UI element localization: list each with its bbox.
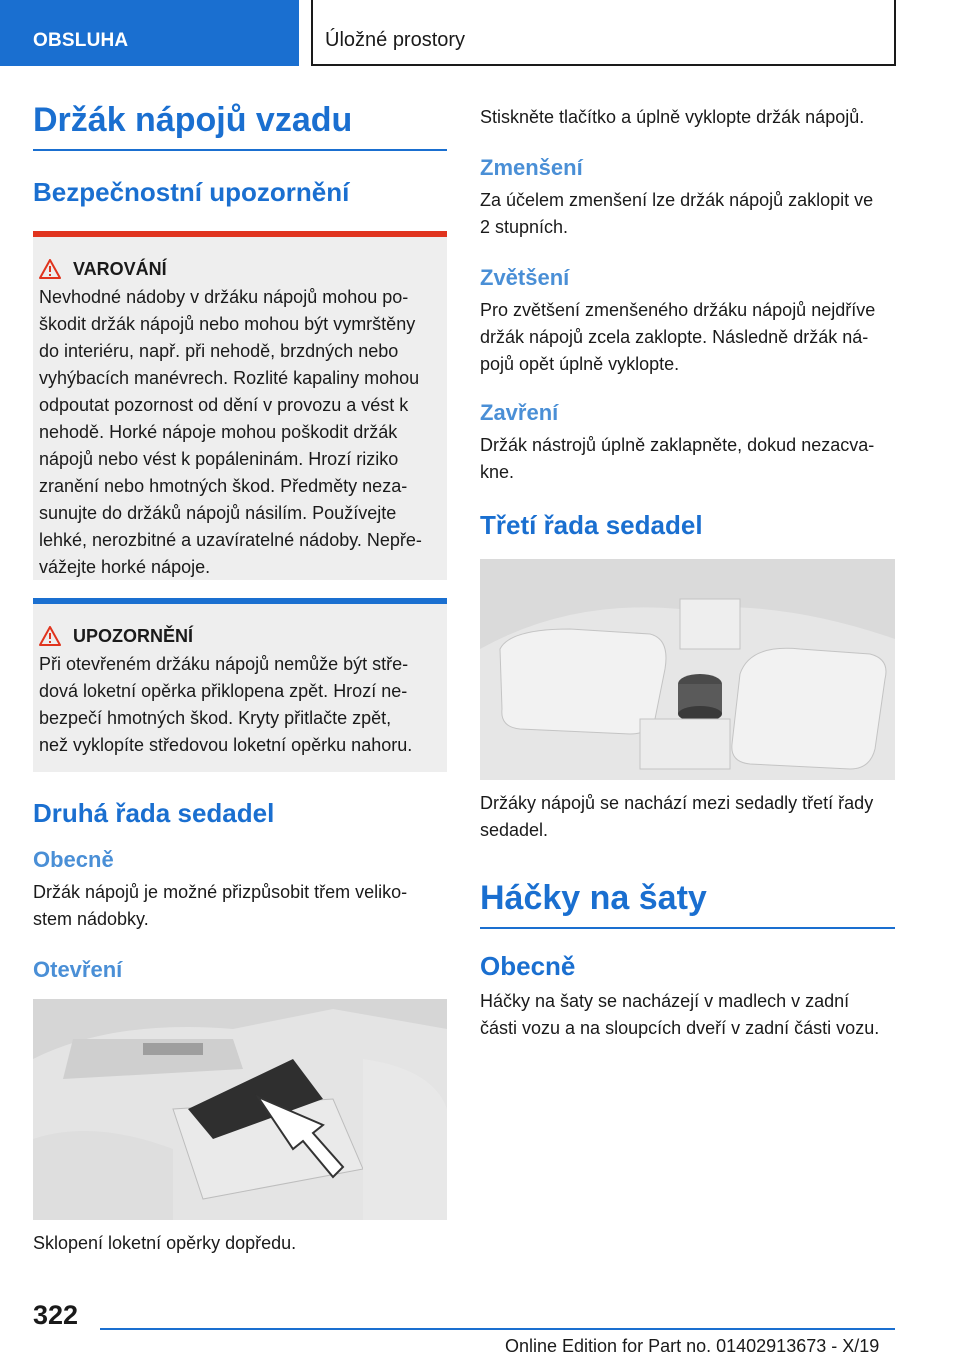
warning-line: zranění nebo hmotných škod. Předměty neza- [39, 475, 408, 496]
title-rule [33, 149, 447, 151]
chapter-header [311, 0, 896, 66]
safety-heading: Bezpečnostní upozornění [33, 176, 350, 207]
reduce-heading: Zmenšení [480, 155, 583, 180]
third-row-image [480, 559, 895, 780]
page-title: Držák nápojů vzadu [33, 101, 353, 139]
section-tab [0, 0, 299, 66]
warning-triangle-icon [39, 259, 61, 279]
right-column [480, 100, 895, 1042]
third-row-caption-line: sedadel. [480, 820, 549, 840]
close-line: Držák nástrojů úplně zaklapněte, dokud nezacva- [480, 435, 875, 455]
general-line: stem nádobky. [33, 908, 149, 929]
notice-line: Při otevřeném držáku nápojů nemůže být stře- [39, 653, 409, 674]
armrest-image [33, 999, 447, 1220]
reduce-text [480, 187, 895, 241]
hooks-title: Háčky na šaty [480, 879, 707, 917]
warning-line: vyhýbacích manévrech. Rozlité kapaliny mohou [39, 367, 420, 388]
warning-text [33, 280, 447, 581]
general-heading: Obecně [33, 846, 114, 872]
warning-line: nehodě. Horké nápoje mohou poškodit držák [39, 421, 398, 442]
footer-rule [100, 1328, 895, 1330]
close-line: kne. [480, 462, 515, 482]
warning-line: Nevhodné nádoby v držáku nápojů mohou po- [39, 286, 409, 307]
warning-line: škodit držák nápojů nebo mohou být vymrštěny [39, 313, 416, 334]
general-line: Držák nápojů je možné přizpůsobit třem veliko- [33, 881, 408, 902]
notice-line: dová loketní opěrka přiklopena zpět. Hrozí ne- [39, 680, 408, 701]
chapter-label: Úložné prostory [325, 29, 466, 51]
warning-line: nápojů nebo vést k popáleninám. Hrozí riziko [39, 448, 399, 469]
enlarge-line: držák nápojů zcela zaklopte. Následně držák ná- [480, 327, 869, 347]
edition-text: Online Edition for Part no. 01402913673 - X/19 [505, 1336, 880, 1356]
hooks-line: Háčky na šaty se nacházejí v madlech v zadní [480, 990, 850, 1011]
warning-triangle-icon [39, 626, 61, 646]
hooks-line: části vozu a na sloupcích dveří v zadní části vozu. [480, 1017, 880, 1038]
reduce-line: 2 stupních. [480, 217, 569, 237]
notice-title [33, 604, 447, 647]
section-label: OBSLUHA [33, 30, 129, 51]
notice-label: UPOZORNĚNÍ [73, 625, 194, 646]
left-column [33, 100, 447, 1257]
armrest-illustration [33, 999, 447, 1220]
warning-box [33, 231, 447, 580]
close-heading: Zavření [480, 400, 559, 425]
warning-line: vážejte horké nápoje. [39, 556, 211, 577]
close-text [480, 432, 895, 486]
page-number: 322 [33, 1300, 79, 1330]
notice-line: než vyklopíte středovou loketní opěrku nahoru. [39, 734, 413, 755]
warning-label: VAROVÁNÍ [73, 258, 167, 279]
warning-line: lehké, nerozbitné a uzavíratelné nádoby. Nepře- [39, 529, 422, 550]
third-row-caption-line: Držáky nápojů se nachází mezi sedadly třetí řady [480, 793, 874, 813]
warning-title [33, 237, 447, 280]
notice-line: bezpečí hmotných škod. Kryty přitlačte zpět, [39, 707, 392, 728]
third-row-caption [480, 790, 895, 844]
notice-text [33, 647, 447, 759]
hooks-general-heading: Obecně [480, 950, 576, 981]
warning-line: odpoutat pozornost od dění v provozu a vést k [39, 394, 409, 415]
third-row-heading: Třetí řada sedadel [480, 510, 703, 540]
third-row-illustration [480, 559, 895, 780]
intro-text: Stiskněte tlačítko a úplně vyklopte držák nápojů. [480, 107, 865, 127]
enlarge-text [480, 297, 895, 378]
warning-line: sunujte do držáků nápojů násilím. Používejte [39, 502, 397, 523]
opening-heading: Otevření [33, 956, 123, 982]
reduce-line: Za účelem zmenšení lze držák nápojů zaklopit ve [480, 190, 874, 210]
enlarge-line: pojů opět úplně vyklopte. [480, 354, 680, 374]
enlarge-line: Pro zvětšení zmenšeného držáku nápojů nejdříve [480, 300, 876, 320]
hooks-text [480, 988, 895, 1042]
second-row-heading: Druhá řada sedadel [33, 797, 275, 828]
armrest-caption: Sklopení loketní opěrky dopředu. [33, 1232, 297, 1253]
enlarge-heading: Zvětšení [480, 265, 570, 290]
notice-box [33, 598, 447, 772]
general-text [33, 879, 447, 933]
hooks-title-rule [480, 927, 895, 929]
warning-line: do interiéru, např. při nehodě, brzdných nebo [39, 340, 399, 361]
